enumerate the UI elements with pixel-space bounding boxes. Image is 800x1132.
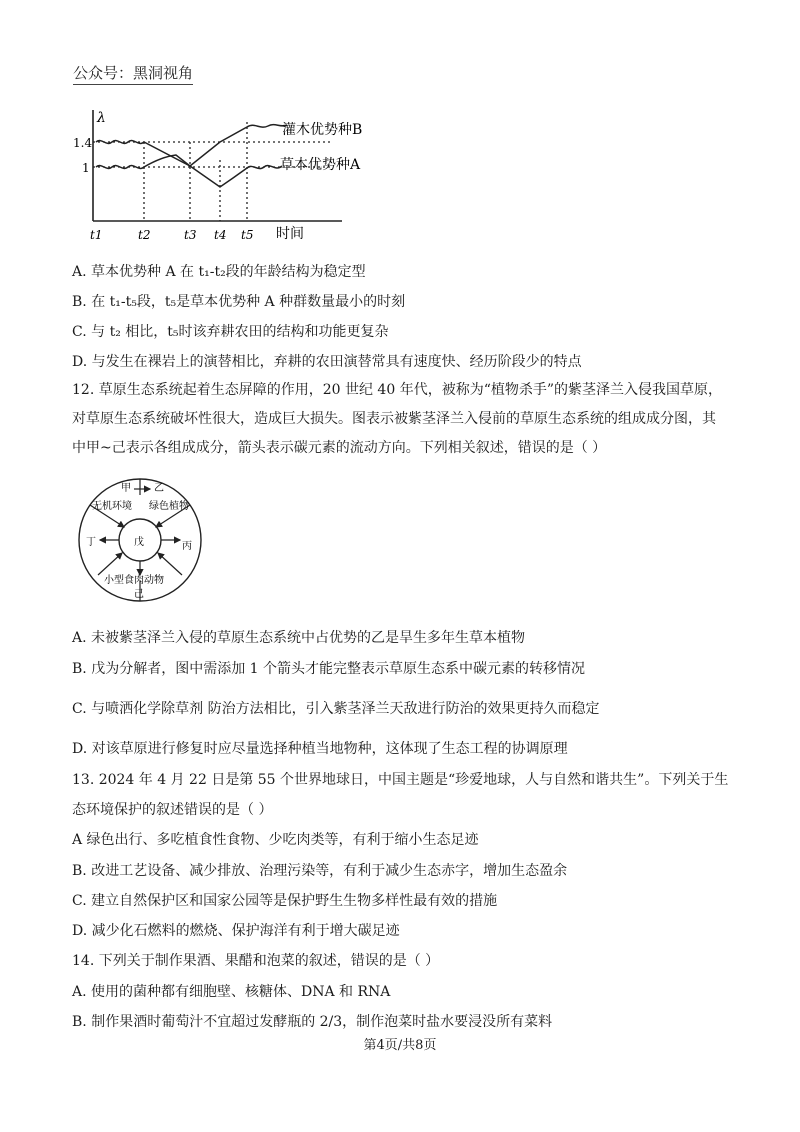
q13-option-b: B. 改进工艺设备、减少排放、治理污染等，有利于减少生态赤字，增加生态盈余 — [72, 863, 568, 879]
q11-option-b: B. 在 t₁-t₅段，t₅是草本优势种 A 种群数量最小的时刻 — [72, 294, 406, 310]
label-wu: 戊 — [134, 537, 144, 548]
curve-b-label: 灌木优势种B — [282, 122, 363, 138]
label-ding: 丁 — [86, 537, 96, 548]
q14-option-a: A. 使用的菌种都有细胞壁、核糖体、DNA 和 RNA — [72, 984, 391, 1000]
q12-option-d: D. 对该草原进行修复时应尽量选择种植当地物种，这体现了生态工程的协调原理 — [72, 741, 568, 757]
x-tick-t3: t3 — [184, 228, 197, 242]
x-axis-label: 时间 — [276, 226, 304, 242]
label-plants: 绿色植物 — [149, 501, 189, 512]
q12-option-b: B. 戊为分解者，图中需添加 1 个箭头才能完整表示草原生态系中碳元素的转移情况 — [72, 661, 585, 677]
label-jia: 甲 — [121, 483, 131, 494]
curve-herb-a — [96, 155, 282, 187]
q13-stem-line1: 13. 2024 年 4 月 22 日是第 55 个世界地球日，中国主题是“珍爱地球，人与自然和谐共生”。下列关于生 — [72, 772, 729, 788]
q14-option-b: B. 制作果酒时葡萄汁不宜超过发酵瓶的 2/3，制作泡菜时盐水要浸没所有菜料 — [72, 1014, 553, 1030]
y-tick-1: 1 — [82, 161, 90, 175]
page-footer: 第4页/共8页 — [363, 1038, 437, 1053]
q11-option-d: D. 与发生在裸岩上的演替相比，弃耕的农田演替常具有速度快、经历阶段少的特点 — [72, 354, 582, 370]
q12-option-a: A. 未被紫茎泽兰入侵的草原生态系统中占优势的乙是旱生多年生草本植物 — [72, 630, 526, 646]
q12-stem: 12. 草原生态系统起着生态屏障的作用，20 世纪 40 年代，被称为“植物杀手”的紫茎泽兰入侵我国草原，对草原生态系统破坏性很大，造成巨大损失。图表示被紫茎泽兰入侵前的草原生态系统的组成成分图，其中甲~己表示各组成成分，箭头表示碳元素的流动方向。下列相关叙述，错误的是（ ） — [72, 382, 723, 456]
x-tick-t1: t1 — [90, 228, 103, 242]
curve-a-label: 草本优势种A — [280, 157, 361, 173]
watermark: 公众号：黑洞视角 — [73, 62, 193, 85]
q14-stem: 14. 下列关于制作果酒、果醋和泡菜的叙述，错误的是（ ） — [72, 953, 440, 969]
curve-shrub-b — [96, 125, 287, 166]
q13-stem-line2: 态环境保护的叙述错误的是（ ） — [72, 802, 273, 818]
q12-option-c: C. 与喷洒化学除草剂 防治方法相比，引入紫茎泽兰天敌进行防治的效果更持久而稳定 — [72, 701, 600, 717]
x-tick-t2: t2 — [138, 228, 151, 242]
q13-option-d: D. 减少化石燃料的燃烧、保护海洋有利于增大碳足迹 — [72, 923, 400, 939]
label-ji: 己 — [134, 589, 144, 600]
x-tick-t5: t5 — [241, 228, 254, 242]
lambda-chart — [60, 100, 380, 248]
q11-option-c: C. 与 t₂ 相比，t₅时该弃耕农田的结构和功能更复杂 — [72, 324, 389, 340]
label-carnivore: 小型食肉动物 — [104, 575, 164, 586]
ecosystem-diagram — [70, 475, 210, 605]
q13-option-c: C. 建立自然保护区和国家公园等是保护野生生物多样性最有效的措施 — [72, 893, 498, 909]
y-axis-label: λ — [97, 110, 106, 126]
label-yi: 乙 — [154, 483, 164, 494]
q11-option-a: A. 草本优势种 A 在 t₁-t₂段的年龄结构为稳定型 — [72, 264, 366, 280]
q13-option-a: A 绿色出行、多吃植食性食物、少吃肉类等，有利于缩小生态足迹 — [72, 832, 479, 848]
label-bing: 丙 — [182, 541, 192, 552]
x-tick-t4: t4 — [214, 228, 227, 242]
y-tick-1-4: 1.4 — [73, 136, 93, 150]
label-inorganic: 无机环境 — [92, 501, 132, 512]
